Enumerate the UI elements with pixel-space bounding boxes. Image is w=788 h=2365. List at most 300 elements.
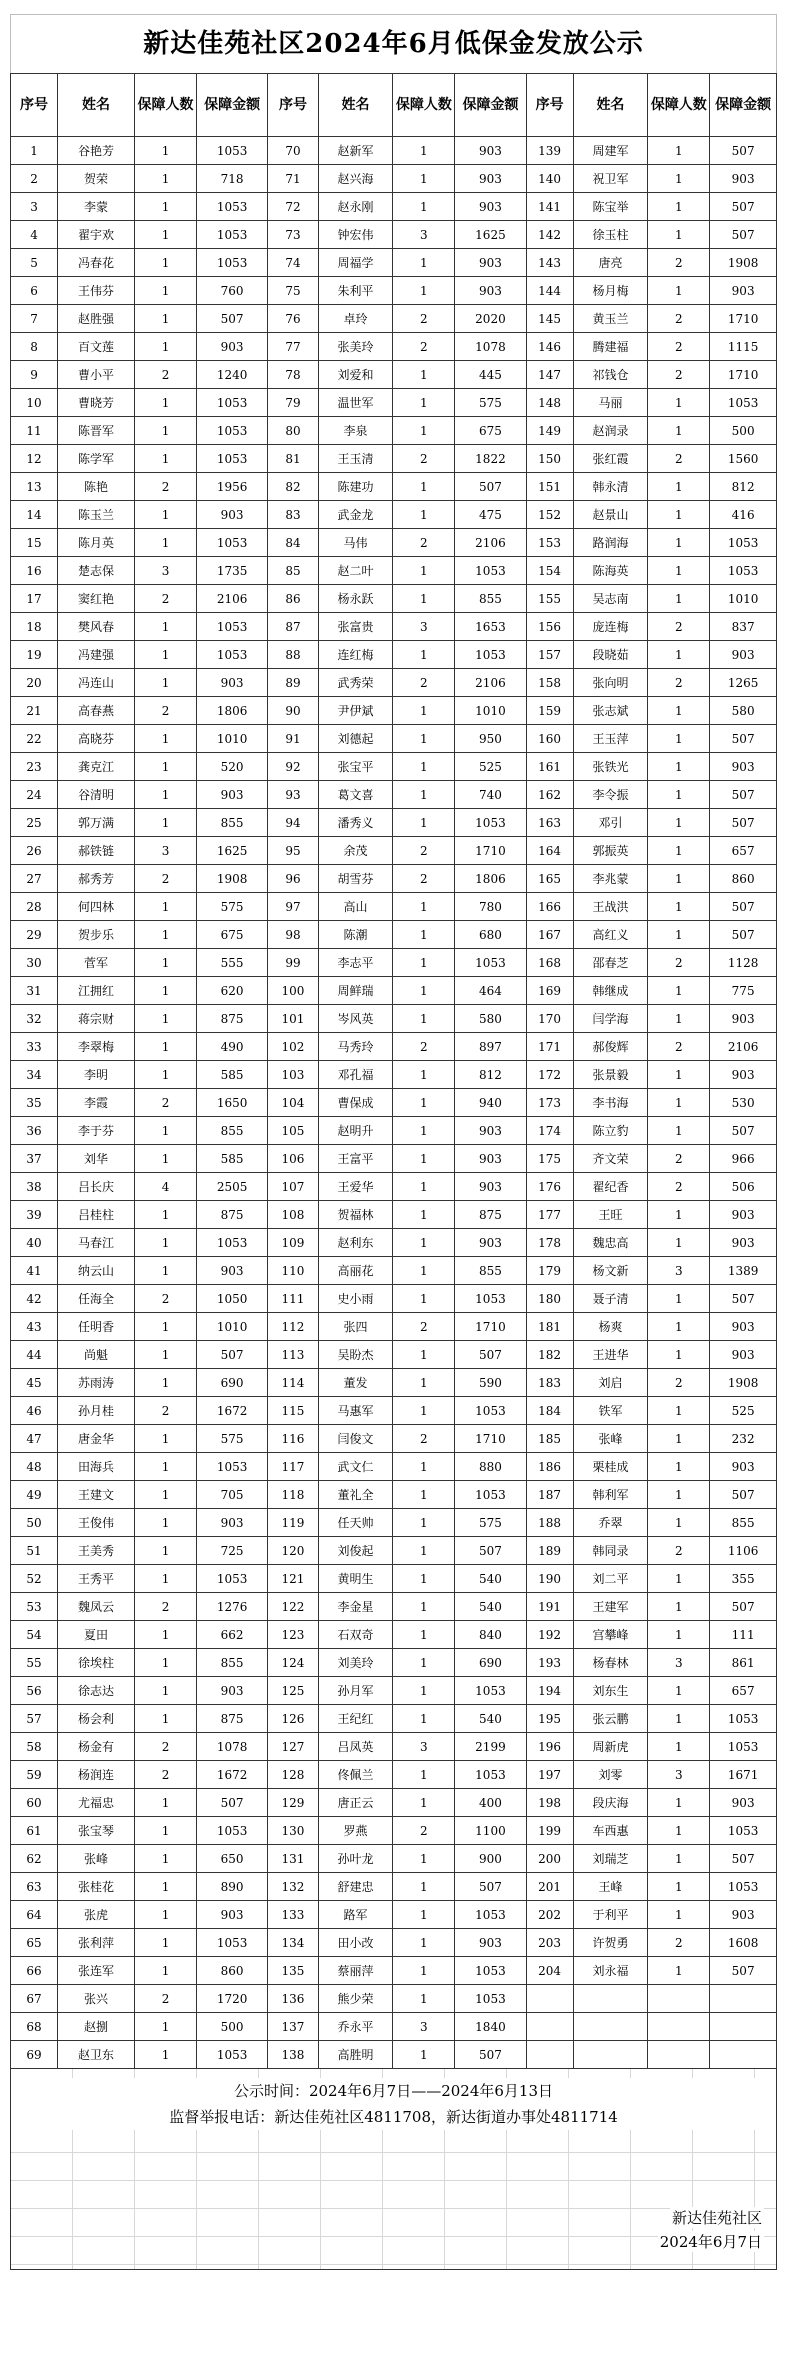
cell-amount: 507 [455,473,526,501]
cell-index: 40 [11,1229,58,1257]
cell-amount: 690 [455,1649,526,1677]
table-row [11,193,777,221]
cell-people: 1 [135,1201,197,1229]
cell-index: 38 [11,1173,58,1201]
cell-name: 张兴 [58,1985,135,2013]
cell-name: 腾建福 [573,333,648,361]
cell-name: 尚魁 [58,1341,135,1369]
cell-index: 82 [268,473,319,501]
cell-name: 张利萍 [58,1929,135,1957]
cell-index: 43 [11,1313,58,1341]
cell-name: 张宝琴 [58,1817,135,1845]
cell-people: 1 [135,193,197,221]
cell-amount: 475 [455,501,526,529]
cell-index: 188 [526,1509,573,1537]
cell-name: 赵捌 [58,2013,135,2041]
cell-index: 45 [11,1369,58,1397]
cell-amount: 580 [455,1005,526,1033]
cell-amount: 1840 [455,2013,526,2041]
cell-people: 1 [135,1313,197,1341]
cell-people: 1 [393,1061,455,1089]
cell-index: 127 [268,1733,319,1761]
cell-amount: 507 [455,2041,526,2069]
cell-index: 170 [526,1005,573,1033]
cell-index: 66 [11,1957,58,1985]
cell-people: 2 [648,949,710,977]
cell-amount: 1806 [455,865,526,893]
cell-people: 2 [135,585,197,613]
cell-name: 罗燕 [318,1817,393,1845]
cell-people: 1 [135,921,197,949]
cell-index: 100 [268,977,319,1005]
cell-name: 徐志达 [58,1677,135,1705]
cell-people: 1 [393,557,455,585]
cell-people: 1 [135,1817,197,1845]
cell-index: 166 [526,893,573,921]
cell-amount: 1710 [455,837,526,865]
cell-index: 167 [526,921,573,949]
cell-index: 201 [526,1873,573,1901]
cell-index: 8 [11,333,58,361]
cell-people: 1 [393,137,455,165]
cell-amount: 1115 [710,333,777,361]
cell-amount: 507 [710,1117,777,1145]
cell-index: 53 [11,1593,58,1621]
cell-amount: 1053 [197,137,268,165]
cell-index: 12 [11,445,58,473]
cell-people: 2 [135,865,197,893]
cell-name: 刘俊起 [318,1537,393,1565]
cell-name: 何四林 [58,893,135,921]
cell-name: 郭万满 [58,809,135,837]
cell-name: 贺步乐 [58,921,135,949]
cell-amount: 837 [710,613,777,641]
cell-people: 1 [393,977,455,1005]
cell-people: 1 [135,165,197,193]
cell-index: 101 [268,1005,319,1033]
cell-people: 1 [135,1677,197,1705]
cell-index: 48 [11,1453,58,1481]
table-row [11,1817,777,1845]
cell-name: 王战洪 [573,893,648,921]
cell-amount: 1010 [197,1313,268,1341]
cell-name: 蔡丽萍 [318,1957,393,1985]
cell-people: 1 [648,473,710,501]
cell-name: 王伟芬 [58,277,135,305]
cell-name: 张向明 [573,669,648,697]
cell-people: 1 [648,585,710,613]
cell-people: 4 [135,1173,197,1201]
cell-people: 1 [135,1481,197,1509]
cell-people: 1 [648,697,710,725]
table-row [11,949,777,977]
cell-people: 1 [648,865,710,893]
cell-name: 孙月桂 [58,1397,135,1425]
cell-name: 张宝平 [318,753,393,781]
cell-people: 1 [648,1845,710,1873]
cell-amount: 940 [455,1089,526,1117]
table-row [11,1369,777,1397]
cell-name: 铁军 [573,1397,648,1425]
cell-index: 131 [268,1845,319,1873]
cell-index: 86 [268,585,319,613]
notice-footer [10,2069,777,2270]
cell-people: 2 [648,361,710,389]
cell-amount: 620 [197,977,268,1005]
table-row [11,725,777,753]
cell-index: 159 [526,697,573,725]
cell-name: 张峰 [573,1425,648,1453]
table-row [11,473,777,501]
cell-name: 赵明升 [318,1117,393,1145]
notice-time: 公示时间：2024年6月7日——2024年6月13日 [233,2082,554,2100]
cell-people: 1 [648,1481,710,1509]
cell-amount: 507 [455,1537,526,1565]
cell-amount: 507 [710,193,777,221]
cell-name: 翟宇欢 [58,221,135,249]
cell-people: 1 [135,249,197,277]
cell-amount: 740 [455,781,526,809]
cell-people: 2 [135,1733,197,1761]
cell-index: 109 [268,1229,319,1257]
table-row [11,1845,777,1873]
cell-amount: 1078 [197,1733,268,1761]
cell-name: 刘二平 [573,1565,648,1593]
cell-index: 32 [11,1005,58,1033]
cell-amount: 1053 [710,1817,777,1845]
cell-index: 20 [11,669,58,697]
cell-index: 137 [268,2013,319,2041]
cell-people: 3 [135,557,197,585]
cell-people: 1 [135,2041,197,2069]
cell-name: 邵春芝 [573,949,648,977]
cell-amount: 507 [197,305,268,333]
cell-amount: 718 [197,165,268,193]
cell-people: 1 [648,1957,710,1985]
cell-people: 1 [648,1677,710,1705]
cell-amount: 903 [710,753,777,781]
notice-sheet [10,14,777,2270]
cell-people: 2 [648,1145,710,1173]
cell-amount: 2106 [455,529,526,557]
cell-people: 1 [648,1313,710,1341]
cell-people: 1 [135,669,197,697]
cell-index: 95 [268,837,319,865]
cell-people: 2 [135,473,197,501]
cell-amount: 1908 [710,1369,777,1397]
cell-amount: 897 [455,1033,526,1061]
cell-index: 76 [268,305,319,333]
cell-amount: 1672 [197,1397,268,1425]
cell-amount: 1053 [197,1565,268,1593]
cell-people: 1 [648,193,710,221]
cell-name: 高晓芬 [58,725,135,753]
cell-amount: 657 [710,837,777,865]
cell-people: 1 [648,1509,710,1537]
table-row [11,1173,777,1201]
header-amount: 保障金额 [455,74,526,137]
cell-index: 141 [526,193,573,221]
cell-people: 1 [648,1621,710,1649]
cell-index: 91 [268,725,319,753]
cell-name [573,2041,648,2069]
cell-people: 1 [135,1369,197,1397]
table-row [11,1649,777,1677]
cell-index: 187 [526,1481,573,1509]
cell-people: 1 [135,305,197,333]
cell-amount: 2106 [710,1033,777,1061]
table-row [11,1509,777,1537]
cell-name: 刘瑞芝 [573,1845,648,1873]
table-row [11,1229,777,1257]
cell-index: 139 [526,137,573,165]
table-row [11,1677,777,1705]
cell-amount: 1053 [197,2041,268,2069]
cell-amount: 1240 [197,361,268,389]
cell-people: 2 [648,333,710,361]
cell-people: 1 [648,1789,710,1817]
cell-index: 15 [11,529,58,557]
cell-amount: 812 [455,1061,526,1089]
cell-index: 16 [11,557,58,585]
cell-amount: 903 [710,165,777,193]
cell-name: 曹晓芳 [58,389,135,417]
cell-name: 赵二叶 [318,557,393,585]
cell-amount: 1053 [455,809,526,837]
table-row [11,1761,777,1789]
cell-name: 高春燕 [58,697,135,725]
cell-people: 1 [135,809,197,837]
cell-amount: 506 [710,1173,777,1201]
cell-people: 1 [393,1789,455,1817]
cell-amount: 1908 [197,865,268,893]
cell-index: 145 [526,305,573,333]
cell-people: 2 [135,1285,197,1313]
cell-amount: 903 [197,669,268,697]
cell-amount: 903 [197,1901,268,1929]
cell-people: 1 [393,753,455,781]
cell-amount: 1672 [197,1761,268,1789]
cell-amount: 2106 [455,669,526,697]
cell-index: 172 [526,1061,573,1089]
cell-amount: 1053 [197,1229,268,1257]
cell-index: 42 [11,1285,58,1313]
cell-name: 王玉萍 [573,725,648,753]
table-row [11,893,777,921]
cell-name: 王秀平 [58,1565,135,1593]
cell-name: 冯连山 [58,669,135,697]
cell-index: 203 [526,1929,573,1957]
cell-index: 3 [11,193,58,221]
cell-people: 1 [135,1061,197,1089]
table-row [11,1453,777,1481]
cell-amount: 555 [197,949,268,977]
cell-amount: 1653 [455,613,526,641]
cell-people: 1 [648,165,710,193]
cell-name: 刘华 [58,1145,135,1173]
cell-amount: 1625 [197,837,268,865]
cell-name: 佟佩兰 [318,1761,393,1789]
cell-index: 160 [526,725,573,753]
cell-name: 唐正云 [318,1789,393,1817]
cell-amount: 507 [455,1873,526,1901]
cell-amount: 855 [197,1649,268,1677]
cell-amount: 1053 [455,949,526,977]
cell-amount: 675 [197,921,268,949]
cell-people: 1 [393,1257,455,1285]
cell-name: 王美秀 [58,1537,135,1565]
cell-name: 谷艳芳 [58,137,135,165]
cell-name: 刘零 [573,1761,648,1789]
cell-amount: 812 [710,473,777,501]
cell-name: 翟纪香 [573,1173,648,1201]
cell-name: 乔永平 [318,2013,393,2041]
cell-people: 1 [135,529,197,557]
cell-name: 龚克江 [58,753,135,781]
cell-index: 61 [11,1817,58,1845]
cell-people: 2 [135,1761,197,1789]
cell-name: 曹小平 [58,361,135,389]
cell-index: 93 [268,781,319,809]
cell-amount: 903 [455,1229,526,1257]
cell-amount: 1265 [710,669,777,697]
cell-name: 孙月军 [318,1677,393,1705]
cell-name: 赵新军 [318,137,393,165]
cell-name: 夏田 [58,1621,135,1649]
cell-amount: 903 [197,1677,268,1705]
cell-name: 武文仁 [318,1453,393,1481]
cell-name: 张志斌 [573,697,648,725]
cell-people: 1 [648,221,710,249]
cell-index: 118 [268,1481,319,1509]
cell-name: 余茂 [318,837,393,865]
cell-index: 176 [526,1173,573,1201]
cell-index: 179 [526,1257,573,1285]
cell-index: 26 [11,837,58,865]
cell-name: 张峰 [58,1845,135,1873]
cell-people: 2 [648,305,710,333]
cell-people: 1 [648,1061,710,1089]
cell-people: 2 [648,1033,710,1061]
cell-amount: 540 [455,1593,526,1621]
cell-index: 99 [268,949,319,977]
cell-people: 1 [135,613,197,641]
cell-name: 邓引 [573,809,648,837]
cell-name: 陈玉兰 [58,501,135,529]
table-row [11,249,777,277]
cell-people: 3 [648,1257,710,1285]
cell-people: 1 [393,697,455,725]
cell-people: 1 [135,1341,197,1369]
cell-index: 128 [268,1761,319,1789]
signature-date: 2024年6月7日 [659,2233,762,2251]
cell-name: 蒋宗财 [58,1005,135,1033]
cell-people: 1 [393,893,455,921]
cell-index: 169 [526,977,573,1005]
cell-people: 2 [393,837,455,865]
cell-people: 1 [393,1201,455,1229]
cell-index: 49 [11,1481,58,1509]
cell-amount: 966 [710,1145,777,1173]
cell-name: 徐玉柱 [573,221,648,249]
cell-amount: 860 [710,865,777,893]
cell-amount: 650 [197,1845,268,1873]
cell-index: 29 [11,921,58,949]
cell-index: 151 [526,473,573,501]
cell-people: 1 [648,1425,710,1453]
cell-index: 81 [268,445,319,473]
table-row [11,333,777,361]
cell-index: 186 [526,1453,573,1481]
cell-index: 62 [11,1845,58,1873]
cell-amount: 525 [710,1397,777,1425]
cell-people: 2 [648,1537,710,1565]
cell-amount: 1053 [197,445,268,473]
cell-amount: 875 [197,1705,268,1733]
cell-people: 1 [135,1901,197,1929]
cell-name: 李金星 [318,1593,393,1621]
cell-index: 197 [526,1761,573,1789]
cell-index: 144 [526,277,573,305]
cell-name: 张富贵 [318,613,393,641]
cell-name: 乔翠 [573,1509,648,1537]
cell-amount: 903 [710,1901,777,1929]
cell-index: 192 [526,1621,573,1649]
cell-index: 194 [526,1677,573,1705]
cell-people: 1 [648,1565,710,1593]
table-row [11,977,777,1005]
cell-amount: 903 [710,641,777,669]
cell-amount: 903 [455,277,526,305]
cell-amount: 507 [710,1845,777,1873]
cell-index: 10 [11,389,58,417]
cell-amount: 1053 [710,529,777,557]
cell-amount: 507 [197,1789,268,1817]
cell-index: 2 [11,165,58,193]
cell-index: 71 [268,165,319,193]
cell-name: 陈海英 [573,557,648,585]
table-row [11,809,777,837]
cell-name: 路润海 [573,529,648,557]
cell-people: 1 [393,193,455,221]
cell-people: 2 [393,529,455,557]
cell-index: 154 [526,557,573,585]
cell-people: 1 [648,1341,710,1369]
cell-index [526,2041,573,2069]
cell-name: 刘启 [573,1369,648,1397]
cell-amount: 507 [710,921,777,949]
table-row [11,1397,777,1425]
cell-people: 1 [393,389,455,417]
cell-amount: 1053 [710,557,777,585]
cell-people: 2 [648,613,710,641]
cell-people: 2 [135,1985,197,2013]
cell-amount: 780 [455,893,526,921]
cell-amount: 2106 [197,585,268,613]
cell-amount: 1010 [197,725,268,753]
cell-amount: 232 [710,1425,777,1453]
cell-name: 任天帅 [318,1509,393,1537]
cell-name: 杨会利 [58,1705,135,1733]
cell-amount: 1053 [197,221,268,249]
cell-people: 2 [648,1929,710,1957]
cell-name: 王俊伟 [58,1509,135,1537]
cell-people: 1 [393,641,455,669]
cell-people: 1 [135,1873,197,1901]
cell-people: 2 [393,305,455,333]
cell-index: 183 [526,1369,573,1397]
cell-people: 1 [648,893,710,921]
